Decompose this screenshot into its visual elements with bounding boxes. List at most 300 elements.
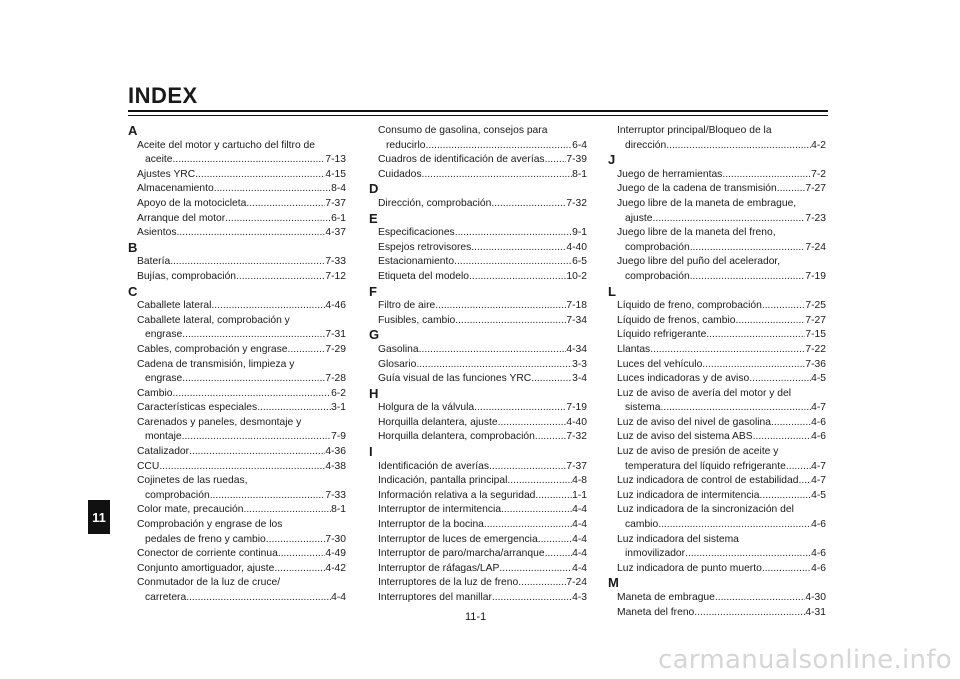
entry-page-ref: 4-42 <box>325 562 346 574</box>
entry-text: Arranque del motor <box>137 212 226 224</box>
entry-text: Carenados y paneles, desmontaje y <box>137 416 302 428</box>
dot-leader <box>422 168 573 183</box>
index-entry <box>128 212 346 227</box>
entry-text: Maneta del freno <box>617 606 695 618</box>
dot-leader <box>545 547 573 562</box>
dot-leader <box>507 474 572 489</box>
entry-text: engrase <box>145 329 183 341</box>
dot-leader <box>435 299 566 314</box>
index-entry <box>369 168 587 183</box>
entry-text: Etiqueta del modelo <box>378 270 470 282</box>
entry-text: Interruptor de luces de emergencia <box>378 533 538 545</box>
index-entry <box>608 299 826 314</box>
index-entry <box>369 576 587 591</box>
index-entry <box>369 197 587 212</box>
index-letter-heading: I <box>369 444 373 460</box>
entry-text: Llantas <box>617 343 651 355</box>
entry-page-ref: 7-33 <box>325 256 346 268</box>
index-entry <box>128 547 346 562</box>
dot-leader <box>762 562 811 577</box>
index-entry <box>128 255 346 270</box>
entry-text: Cuadros de identificación de averías <box>378 154 545 166</box>
entry-page-ref: 7-37 <box>325 197 346 209</box>
dot-leader <box>491 197 566 212</box>
index-entry <box>608 387 826 416</box>
dot-leader <box>702 358 805 373</box>
dot-leader <box>471 241 566 256</box>
index-letter-heading: A <box>128 123 138 138</box>
watermark: carmanualsonline.info <box>657 645 952 675</box>
entry-page-ref: 7-34 <box>566 314 587 326</box>
index-entry <box>608 503 826 532</box>
entry-page-ref: 7-29 <box>325 343 346 355</box>
dot-leader <box>690 270 806 285</box>
entry-text: Luz de aviso del nivel de gasolina <box>617 416 771 428</box>
index-entry <box>128 562 346 577</box>
entry-page-ref: 4-4 <box>331 592 346 603</box>
entry-text: Gasolina <box>378 343 419 355</box>
dot-leader <box>694 606 805 621</box>
index-entry <box>369 124 587 153</box>
entry-text: Líquido de freno, comprobación <box>617 300 762 312</box>
entry-page-ref: 8-4 <box>331 183 346 195</box>
entry-text: Caballete lateral, comprobación y <box>137 314 290 326</box>
dot-leader <box>159 460 325 475</box>
entry-page-ref: 4-4 <box>572 548 587 560</box>
index-entry <box>369 533 587 548</box>
entry-page-ref: 10-2 <box>566 270 587 282</box>
entry-text: Almacenamiento <box>137 183 214 195</box>
index-letter-heading: E <box>369 210 378 226</box>
entry-page-ref: 3-4 <box>572 373 587 385</box>
dot-leader <box>170 255 325 270</box>
dot-leader <box>484 518 572 533</box>
dot-leader <box>498 416 567 431</box>
index-entry <box>369 518 587 533</box>
dot-leader <box>257 401 331 416</box>
index-entry <box>128 387 346 402</box>
dot-leader <box>771 416 811 431</box>
dot-leader <box>419 343 567 358</box>
entry-page-ref: 7-31 <box>325 329 346 341</box>
entry-page-ref: 3-3 <box>572 358 587 370</box>
entry-text: Especificaciones <box>378 227 455 239</box>
entry-page-ref: 6-1 <box>331 212 346 224</box>
entry-text: Conector de corriente continua <box>137 548 278 560</box>
dot-leader <box>182 328 325 343</box>
entry-text: Características especiales <box>137 402 258 414</box>
entry-page-ref: 7-27 <box>805 314 826 326</box>
entry-page-ref: 4-6 <box>811 519 826 531</box>
entry-text: Guía visual de las funciones YRC <box>378 373 532 385</box>
index-entry <box>369 314 587 329</box>
chapter-tab: 11 <box>88 500 110 534</box>
entry-page-ref: 7-23 <box>805 212 826 224</box>
dot-leader <box>182 372 325 387</box>
entry-page-ref: 7-15 <box>805 329 826 341</box>
entry-page-ref: 8-1 <box>572 168 587 180</box>
entry-text: Cojinetes de las ruedas, <box>137 475 248 487</box>
dot-leader <box>531 372 572 387</box>
entry-text: Interruptor de intermitencia <box>378 504 502 516</box>
index-entry <box>608 197 826 226</box>
entry-page-ref: 4-5 <box>811 489 826 501</box>
entry-text: Indicación, pantalla principal <box>378 475 508 487</box>
entry-text: Espejos retrovisores <box>378 241 472 253</box>
index-letter-heading: M <box>608 575 619 591</box>
entry-text: comprobación <box>145 489 210 501</box>
entry-text: Juego libre del puño del acelerador, <box>617 256 781 268</box>
index-letter-heading: F <box>369 283 377 299</box>
dot-leader <box>706 328 805 343</box>
dot-leader <box>455 226 572 241</box>
entry-text: comprobación <box>625 241 690 253</box>
index-entry <box>369 270 587 285</box>
entry-page-ref: 4-7 <box>811 402 826 414</box>
index-letter-heading: C <box>128 283 138 299</box>
dot-leader <box>426 139 573 154</box>
entry-text: Consumo de gasolina, consejos para <box>378 125 548 136</box>
index-entry <box>608 182 826 197</box>
dot-leader <box>722 168 811 183</box>
entry-text: Luces del vehículo <box>617 358 703 370</box>
entry-page-ref: 4-40 <box>566 241 587 253</box>
entry-page-ref: 4-7 <box>811 475 826 487</box>
entry-text: Apoyo de la motocicleta <box>137 197 247 209</box>
entry-text: Batería <box>137 256 171 268</box>
entry-page-ref: 4-30 <box>805 592 826 603</box>
index-entry <box>608 445 826 474</box>
entry-text: Juego libre de la maneta de embrague, <box>617 197 797 209</box>
index-entry <box>369 474 587 489</box>
entry-text: Líquido refrigerante <box>617 329 707 341</box>
index-letter-heading: L <box>608 283 616 299</box>
entry-page-ref: 4-36 <box>325 446 346 458</box>
index-entry <box>128 197 346 212</box>
entry-text: Identificación de averías <box>378 460 490 472</box>
dot-leader <box>416 358 572 373</box>
entry-text: Conmutador de la luz de cruce/ <box>137 577 281 589</box>
entry-text: Dirección, comprobación <box>378 197 492 209</box>
dot-leader <box>455 314 566 329</box>
entry-text: Interruptor de la bocina <box>378 519 484 531</box>
dot-leader <box>786 460 811 475</box>
entry-text: Comprobación y engrase de los <box>137 519 283 531</box>
dot-leader <box>715 591 806 606</box>
entry-page-ref: 7-36 <box>805 358 826 370</box>
entry-text: comprobación <box>625 270 690 282</box>
entry-page-ref: 6-4 <box>572 139 587 151</box>
entry-page-ref: 4-15 <box>325 168 346 180</box>
dot-leader <box>690 241 806 256</box>
entry-page-ref: 4-4 <box>572 533 587 545</box>
dot-leader <box>172 153 325 168</box>
dot-leader <box>736 314 806 329</box>
entry-text: Aceite del motor y cartucho del filtro de <box>137 139 315 151</box>
index-entry <box>369 226 587 241</box>
entry-page-ref: 1-1 <box>572 489 587 501</box>
entry-page-ref: 7-39 <box>566 154 587 166</box>
index-entry <box>608 168 826 183</box>
dot-leader <box>489 460 566 475</box>
title-rule-thin <box>128 115 828 116</box>
entry-page-ref: 4-7 <box>811 460 826 472</box>
entry-page-ref: 7-24 <box>566 577 587 589</box>
entry-text: Horquilla delantera, ajuste <box>378 416 498 428</box>
index-entry <box>128 474 346 503</box>
index-column-3 <box>608 124 826 620</box>
entry-page-ref: 7-30 <box>325 533 346 545</box>
entry-page-ref: 9-1 <box>572 227 587 239</box>
entry-page-ref: 7-28 <box>325 373 346 385</box>
entry-text: Cuidados <box>378 168 422 180</box>
index-entry <box>369 255 587 270</box>
index-entry <box>608 489 826 504</box>
dot-leader <box>501 503 572 518</box>
dot-leader <box>760 489 812 504</box>
entry-text: dirección <box>625 139 667 151</box>
entry-text: Cadena de transmisión, limpieza y <box>137 358 295 370</box>
index-entry <box>608 124 826 153</box>
entry-text: Luz indicadora de punto muerto <box>617 562 762 574</box>
index-entry <box>369 153 587 168</box>
index-entry <box>128 182 346 197</box>
dot-leader <box>652 212 805 227</box>
entry-text: Interruptores de la luz de freno <box>378 577 519 589</box>
entry-text: Líquido de frenos, cambio <box>617 314 736 326</box>
entry-text: Fusibles, cambio <box>378 314 456 326</box>
title-rule-thick <box>128 110 828 112</box>
entry-page-ref: 7-27 <box>805 183 826 195</box>
dot-leader <box>535 430 567 445</box>
index-letter-heading: B <box>128 239 138 255</box>
dot-leader <box>195 168 325 183</box>
index-entry <box>369 416 587 431</box>
dot-leader <box>798 474 811 489</box>
index-entry <box>128 460 346 475</box>
entry-text: Interruptor principal/Bloqueo de la <box>617 125 772 136</box>
entry-page-ref: 7-19 <box>566 402 587 414</box>
index-entry <box>369 503 587 518</box>
index-entry <box>608 591 826 606</box>
dot-leader <box>454 255 572 270</box>
entry-text: Luz indicadora de intermitencia <box>617 489 760 501</box>
entry-text: Caballete lateral <box>137 300 212 312</box>
index-entry <box>128 343 346 358</box>
index-entry <box>369 401 587 416</box>
entry-page-ref: 4-37 <box>325 227 346 239</box>
index-entry <box>128 314 346 343</box>
index-entry <box>369 460 587 475</box>
index-entry <box>369 299 587 314</box>
index-entry <box>128 576 346 605</box>
entry-page-ref: 7-12 <box>325 270 346 282</box>
index-entry <box>369 372 587 387</box>
entry-text: Filtro de aire <box>378 300 436 312</box>
index-entry <box>369 562 587 577</box>
index-entry <box>128 358 346 387</box>
entry-page-ref: 3-1 <box>331 402 346 414</box>
entry-page-ref: 4-4 <box>572 504 587 516</box>
entry-text: Bujías, comprobación <box>137 270 237 282</box>
entry-text: sistema <box>625 402 661 414</box>
entry-page-ref: 7-2 <box>811 168 826 180</box>
entry-page-ref: 7-24 <box>805 241 826 253</box>
entry-text: Cambio <box>137 387 173 399</box>
index-entry <box>608 474 826 489</box>
entry-text: Luz de aviso de avería del motor y del <box>617 387 792 399</box>
index-entry <box>369 430 587 445</box>
entry-page-ref: 7-33 <box>325 489 346 501</box>
entry-text: Juego de la cadena de transmisión <box>617 183 777 195</box>
entry-text: Interruptores del manillar <box>378 592 492 603</box>
index-entry <box>608 255 826 284</box>
dot-leader <box>214 182 331 197</box>
entry-text: engrase <box>145 373 183 385</box>
index-letter-heading: H <box>369 385 379 401</box>
dot-leader <box>278 547 326 562</box>
dot-leader <box>469 270 566 285</box>
entry-text: Información relativa a la seguridad <box>378 489 536 501</box>
index-entry <box>128 416 346 445</box>
entry-page-ref: 4-49 <box>325 548 346 560</box>
entry-page-ref: 8-1 <box>331 504 346 516</box>
entry-page-ref: 4-38 <box>325 460 346 472</box>
dot-leader <box>474 401 566 416</box>
entry-page-ref: 7-18 <box>566 300 587 312</box>
dot-leader <box>243 503 331 518</box>
entry-text: Asientos <box>137 227 177 239</box>
index-entry <box>608 314 826 329</box>
entry-text: Holgura de la válvula <box>378 402 475 414</box>
dot-leader <box>225 212 331 227</box>
entry-text: Color mate, precaución <box>137 504 244 516</box>
entry-page-ref: 6-5 <box>572 256 587 268</box>
index-entry <box>128 503 346 518</box>
dot-leader <box>762 299 806 314</box>
entry-text: Interruptor de ráfagas/LAP <box>378 562 500 574</box>
dot-leader <box>666 139 811 154</box>
entry-text: Luces indicadoras y de aviso <box>617 373 750 385</box>
index-entry <box>369 547 587 562</box>
entry-text: Juego libre de la maneta del freno, <box>617 227 776 239</box>
dot-leader <box>538 533 572 548</box>
entry-text: Cables, comprobación y engrase <box>137 343 288 355</box>
dot-leader <box>777 182 806 197</box>
entry-page-ref: 4-6 <box>811 416 826 428</box>
entry-page-ref: 4-40 <box>566 416 587 428</box>
entry-text: inmovilizador <box>625 548 686 560</box>
entry-text: Luz indicadora de la sincronización del <box>617 504 794 516</box>
entry-page-ref: 4-46 <box>325 300 346 312</box>
entry-text: Interruptor de paro/marcha/arranque <box>378 548 545 560</box>
entry-text: CCU <box>137 460 160 472</box>
dot-leader <box>288 343 326 358</box>
dot-leader <box>545 153 567 168</box>
dot-leader <box>266 533 326 548</box>
entry-page-ref: 4-34 <box>566 343 587 355</box>
index-entry <box>369 489 587 504</box>
entry-text: Luz indicadora del sistema <box>617 533 739 545</box>
index-entry <box>608 328 826 343</box>
index-entry <box>369 358 587 373</box>
page-number: 11-1 <box>465 611 487 623</box>
index-entry <box>128 168 346 183</box>
entry-page-ref: 4-3 <box>572 592 587 603</box>
index-letter-heading: G <box>369 327 380 343</box>
entry-page-ref: 7-37 <box>566 460 587 472</box>
dot-leader <box>236 270 325 285</box>
index-entry <box>128 299 346 314</box>
entry-page-ref: 4-4 <box>572 519 587 531</box>
index-entry <box>128 518 346 547</box>
dot-leader <box>499 562 572 577</box>
entry-page-ref: 7-22 <box>805 343 826 355</box>
index-entry <box>128 226 346 241</box>
index-entry <box>128 445 346 460</box>
index-entry <box>369 343 587 358</box>
entry-text: ajuste <box>625 212 653 224</box>
dot-leader <box>177 226 326 241</box>
dot-leader <box>650 343 805 358</box>
entry-text: Luz de aviso de presión de aceite y <box>617 446 779 458</box>
index-entry <box>608 606 826 621</box>
entry-text: Horquilla delantera, comprobación <box>378 431 535 443</box>
index-entry <box>608 533 826 562</box>
entry-text: Ajustes YRC <box>137 168 196 180</box>
entry-text: Luz de aviso del sistema ABS <box>617 431 753 443</box>
page-title: INDEX <box>128 83 198 108</box>
dot-leader <box>274 562 325 577</box>
index-entry <box>128 139 346 168</box>
entry-page-ref: 7-25 <box>805 300 826 312</box>
index-entry <box>608 358 826 373</box>
index-entry <box>608 562 826 577</box>
entry-text: Conjunto amortiguador, ajuste <box>137 562 275 574</box>
index-entry <box>369 241 587 256</box>
entry-page-ref: 7-32 <box>566 431 587 443</box>
dot-leader <box>246 197 325 212</box>
dot-leader <box>535 489 572 504</box>
entry-page-ref: 6-2 <box>331 387 346 399</box>
index-entry <box>608 372 826 387</box>
index-entry <box>608 430 826 445</box>
entry-text: Maneta de embrague <box>617 592 715 603</box>
dot-leader <box>172 387 331 402</box>
dot-leader <box>211 299 325 314</box>
index-entry <box>128 401 346 416</box>
entry-text: Catalizador <box>137 446 190 458</box>
entry-page-ref: 4-6 <box>811 431 826 443</box>
dot-leader <box>753 430 811 445</box>
entry-page-ref: 4-31 <box>805 606 826 618</box>
index-column-1 <box>128 124 346 606</box>
dot-leader <box>182 430 331 445</box>
entry-page-ref: 7-9 <box>331 431 346 443</box>
entry-page-ref: 4-2 <box>811 139 826 151</box>
index-entry <box>128 270 346 285</box>
entry-page-ref: 4-6 <box>811 562 826 574</box>
dot-leader <box>210 489 326 504</box>
entry-text: reducirlo <box>386 139 426 151</box>
dot-leader <box>492 591 572 606</box>
entry-page-ref: 7-32 <box>566 197 587 209</box>
dot-leader <box>660 401 811 416</box>
entry-page-ref: 7-19 <box>805 270 826 282</box>
entry-page-ref: 4-6 <box>811 548 826 560</box>
entry-text: Glosario <box>378 358 417 370</box>
index-entry <box>369 591 587 606</box>
